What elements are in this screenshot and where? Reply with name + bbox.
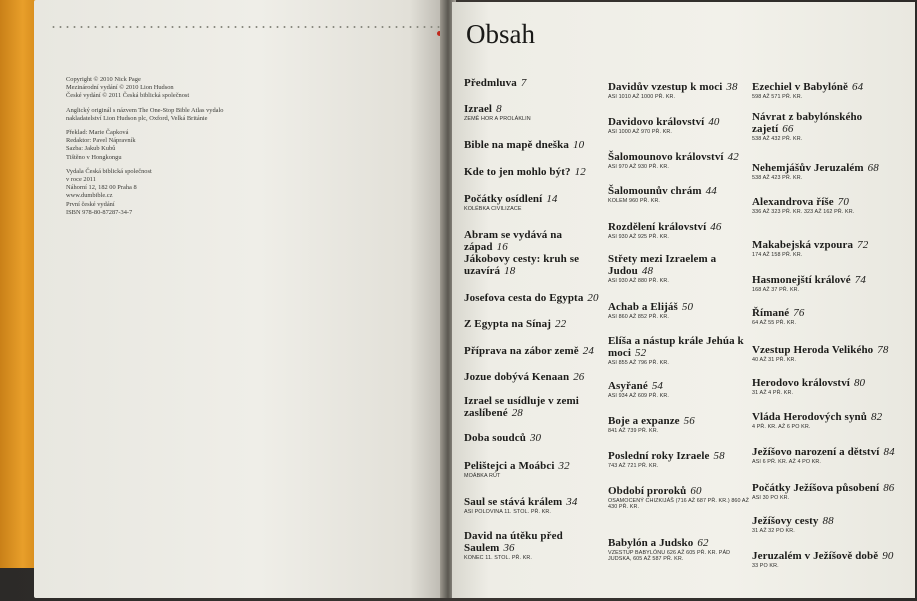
toc-entry-page-number: 20 [587,292,599,304]
toc-entry-title-text: Alexandrova říše [752,196,834,208]
toc-entry-page-number: 54 [651,380,664,392]
toc-entry-title-text: Abram se vydává na západ [464,229,563,253]
toc-entry [464,139,604,151]
toc-entry-title-text: Jeruzalém v Ježíšově době [752,550,879,562]
toc-entry-page-number: 10 [573,139,585,151]
toc-entry-page-number: 50 [681,301,694,313]
toc-entry-title [608,151,750,163]
toc-entry-title [752,162,902,174]
toc-entry-title-text: Elíša a nástup krále Jehúa k moci [608,335,744,359]
toc-entry-title-text: Asyřané [608,380,648,392]
toc-entry-subtitle: VZESTUP BABYLÓNU 626 AŽ 605 PŘ. KR. PÁD JUDSKA, 605 AŽ 587 PŘ. KR. [608,550,731,563]
toc-entry-page-number: 76 [793,307,805,319]
toc-entry-title [464,530,604,554]
toc-entry-title-text: Poslední roky Izraele [608,450,710,462]
toc-entry-title [752,550,902,562]
toc-entry [752,550,902,569]
toc-entry-page-number: 64 [852,81,864,93]
toc-entry-subtitle: KOLÉBKA CIVILIZACE [464,206,522,212]
toc-entry-subtitle: 538 AŽ 432 PŘ. KR. [752,136,803,142]
toc-entry-title [464,496,604,508]
toc-entry [608,221,750,240]
imprint-line: www.dumbible.cz [66,192,113,200]
toc-entry-title [464,395,604,419]
toc-entry-page-number: 88 [822,515,834,527]
toc-entry-title [464,292,604,304]
toc-entry-title-text: Návrat z babylónského zajetí [752,111,863,135]
toc-entry-page-number: 84 [883,446,895,458]
toc-entry-subtitle: MOÁBKA RÚT [464,473,501,479]
imprint-line: Redaktor: Pavel Nápravník [66,137,136,145]
toc-entry-title [608,380,750,392]
toc-entry-subtitle: ASI 930 AŽ 925 PŘ. KR. [608,234,669,240]
toc-entry [752,196,902,215]
toc-entry-title [752,196,902,208]
toc-entry-page-number: 40 [708,116,720,128]
toc-entry-subtitle: OSAMOCENÝ CHIZKIJÁŠ (716 AŽ 687 PŘ. KR.) 860 AŽ 430 PŘ. KR. [608,498,750,511]
toc-entry [608,537,750,563]
toc-entry-title-text: Saul se stává králem [464,496,563,508]
toc-entry [608,253,750,284]
toc-entry-title [752,515,902,527]
toc-entry-title [752,411,902,423]
imprint-group [66,129,396,162]
toc-entry-title-text: Římané [752,307,790,319]
toc-entry [608,81,750,100]
toc-entry-subtitle: 168 AŽ 37 PŘ. KR. [752,287,800,293]
toc-entry-page-number: 7 [520,77,527,89]
toc-entry-title [752,239,902,251]
imprint-line: Anglický originál s názvem The One-Stop Bible Atlas vydalo [66,106,224,114]
toc-entry [464,530,604,561]
toc-entry-title [752,81,902,93]
toc-entry-page-number: 56 [683,415,695,427]
toc-entry-title-text: Střety mezi Izraelem a Judou [608,253,717,277]
dotted-rule [50,26,440,28]
toc-entry-subtitle: 538 AŽ 423 PŘ. KR. [752,175,803,181]
toc-entry [752,111,902,142]
toc-entry-title [752,482,902,494]
toc-entry [464,371,604,383]
imprint-line: Copyright © 2010 Nick Page [66,76,141,83]
toc-entry-title [464,432,604,444]
toc-entry-page-number: 42 [727,151,739,163]
toc-entry-title-text: Achab a Elijáš [608,301,678,313]
toc-entry [464,318,604,330]
toc-entry-subtitle: ZEMĚ HOR A PROLÁKLIN [464,116,531,122]
toc-entry [464,395,604,419]
toc-entry [464,496,604,515]
imprint-group [66,168,396,217]
toc-entry-subtitle: ASI 855 AŽ 796 PŘ. KR. [608,360,669,366]
imprint-line: České vydání © 2011 Česká biblická společnost [66,92,190,100]
toc-entry-title-text: Bible na mapě dneška [464,139,569,151]
toc-entry-subtitle: 40 AŽ 31 PŘ. KR. [752,357,797,363]
toc-entry [608,335,750,366]
book-cover-edge [0,0,38,568]
toc-entry-subtitle: 598 AŽ 571 PŘ. KR. [752,94,803,100]
toc-entry-title [608,116,750,128]
toc-entry-subtitle: KONEC 11. STOL. PŘ. KR. [464,555,533,561]
toc-entry-subtitle: 4 PŘ. KR. AŽ 6 PO KR. [752,424,811,430]
toc-entry-title [608,450,750,462]
toc-entry-title-text: Ježíšovy cesty [752,515,819,527]
toc-entry-subtitle: 743 AŽ 721 PŘ. KR. [608,463,659,469]
toc-entry [608,151,750,170]
toc-entry-title [608,221,750,233]
toc-entry [464,432,604,444]
toc-entry-subtitle: 31 AŽ 4 PŘ. KR. [752,390,794,396]
toc-entry-title [464,229,604,253]
toc-entry [752,81,902,100]
toc-entry-title-text: Hasmonejští králové [752,274,851,286]
toc-entry-page-number: 34 [566,496,578,508]
toc-entry-subtitle: ASI 1010 AŽ 1000 PŘ. KR. [608,94,676,100]
toc-entry-page-number: 62 [697,537,709,549]
imprint-line: Mezinárodní vydání © 2010 Lion Hudson [66,84,174,92]
toc-entry-page-number: 86 [883,482,895,494]
toc-entry [752,239,902,258]
toc-entry-page-number: 18 [504,265,516,277]
toc-entry-title-text: Boje a expanze [608,415,680,427]
toc-entry-page-number: 58 [713,450,725,462]
imprint-line: První české vydání [66,200,115,208]
toc-entry-page-number: 24 [582,345,594,357]
toc-entry [608,380,750,399]
toc-entry [608,450,750,469]
toc-entry-title-text: Počátky osídlení [464,193,543,205]
toc-entry-title [752,307,902,319]
imprint-line: Náhorní 12, 182 00 Praha 8 [66,184,137,192]
toc-entry-title-text: Období proroků [608,485,687,497]
toc-entry-page-number: 46 [710,221,722,233]
toc-entry [464,77,604,89]
toc-entry [752,344,902,363]
toc-entry-title-text: Kde to jen mohlo být? [464,166,571,178]
toc-entry-page-number: 12 [574,166,586,178]
toc-entry-title-text: Jozue dobývá Kenaan [464,371,570,383]
toc-entry-subtitle: 33 PO KR. [752,563,779,569]
toc-entry-subtitle: ASI 6 PŘ. KR. AŽ 4 PO KR. [752,459,822,465]
toc-entry [464,292,604,304]
toc-entry-subtitle: ASI 860 AŽ 852 PŘ. KR. [608,314,669,320]
toc-entry-subtitle: ASI 934 AŽ 609 PŘ. KR. [608,393,669,399]
toc-entry-page-number: 68 [867,162,879,174]
toc-entry-page-number: 82 [870,411,883,423]
toc-entry-title-text: Jákobovy cesty: kruh se uzavírá [464,253,580,277]
toc-entry [752,411,902,430]
imprint-line: ISBN 978-80-87287-34-7 [66,208,133,216]
imprint-line: Překlad: Marie Čapková [66,129,129,137]
toc-entry-page-number: 60 [690,485,702,497]
imprint-line: Tištěno v Hongkongu [66,153,122,161]
toc-entry-page-number: 36 [503,542,515,554]
toc-entry-title [608,335,750,359]
toc-entry-title-text: David na útěku před Saulem [464,530,563,554]
toc-entry-title [752,344,902,356]
toc-entry [464,345,604,357]
toc-entry-title [608,485,750,497]
toc-entry-title [608,301,750,313]
toc-entry-subtitle: ASI 930 AŽ 880 PŘ. KR. [608,278,669,284]
toc-entry-page-number: 32 [558,460,570,472]
toc-entry [608,301,750,320]
toc-entry-subtitle: ASI 1000 AŽ 970 PŘ. KR. [608,129,673,135]
toc-entry-page-number: 30 [529,432,542,444]
toc-entry-title [464,460,604,472]
toc-entry-title [752,377,902,389]
toc-entry [464,193,604,212]
toc-entry-title [608,81,750,93]
toc-entry-title-text: Babylón a Judsko [608,537,694,549]
toc-entry [464,460,604,479]
toc-entry-page-number: 22 [554,318,567,330]
toc-entry-page-number: 14 [546,193,558,205]
toc-entry-title-text: Makabejská vzpoura [752,239,854,251]
toc-entry-page-number: 78 [877,344,889,356]
toc-entry [752,446,902,465]
toc-entry-title [464,371,604,383]
toc-entry-title-text: Příprava na zábor země [464,345,579,357]
toc-entry-title-text: Izrael [464,103,493,115]
toc-entry-subtitle: 31 AŽ 32 PO KR. [752,528,795,534]
toc-entry [464,229,604,253]
toc-title: Obsah [466,19,535,49]
toc-entry-page-number: 8 [496,103,502,115]
toc-entry-title-text: Nehemjášův Jeruzalém [752,162,864,174]
copyright-imprint [66,76,396,223]
toc-entry-page-number: 48 [641,265,654,277]
toc-entry-page-number: 90 [882,550,894,562]
toc-entry-subtitle: 174 AŽ 158 PŘ. KR. [752,252,803,258]
toc-entry-subtitle: ASI POLOVINA 11. STOL. PŘ. KR. [464,509,551,515]
toc-entry [752,307,902,326]
toc-entry-title-text: Herodovo království [752,377,850,389]
imprint-line: Vydala Česká biblická společnost [66,167,152,175]
toc-entry [752,162,902,181]
toc-entry-page-number: 16 [496,241,508,253]
toc-entry-title-text: Pelištejci a Moábci [464,460,555,472]
toc-entry-title [464,345,604,357]
toc-entry [608,116,750,135]
toc-entry [752,515,902,534]
toc-entry [464,103,604,122]
toc-entry-subtitle: ASI 30 PO KR. [752,495,790,501]
toc-entry-title [464,318,604,330]
toc-entry-title [752,111,902,135]
toc-entry-title-text: Z Egypta na Sínaj [464,318,551,330]
toc-entry [752,274,902,293]
toc-entry [608,485,750,511]
toc-entry-title [464,193,604,205]
toc-entry-title [464,166,604,178]
toc-entry [752,377,902,396]
toc-entry-title-text: Vláda Herodových synů [752,411,867,423]
toc-entry-title [464,77,604,89]
toc-entry-title [608,537,750,549]
toc-entry-title-text: Ježíšovo narození a dětství [752,446,880,458]
toc-entry-title [464,139,604,151]
toc-entry-page-number: 74 [854,274,866,286]
toc-entry-title-text: Davidovo království [608,116,705,128]
toc-entry [608,415,750,434]
toc-entry [608,185,750,204]
toc-entry-subtitle: ASI 970 AŽ 930 PŘ. KR. [608,164,669,170]
toc-entry-title [752,446,902,458]
toc-entry-page-number: 72 [857,239,869,251]
toc-entry-title-text: Davidův vzestup k moci [608,81,723,93]
toc-entry-title-text: Počátky Ježíšova působení [752,482,880,494]
toc-entry-subtitle: KOLEM 960 PŘ. KR. [608,198,661,204]
imprint-line: v roce 2011 [66,176,96,184]
toc-entry-title [608,253,750,277]
toc-entry-subtitle: 336 AŽ 323 PŘ. KR. 323 AŽ 162 PŘ. KR. [752,209,855,215]
imprint-line: Sazba: Jakub Kubů [66,145,116,153]
imprint-group [66,76,396,101]
toc-entry-page-number: 52 [635,347,647,359]
imprint-group [66,107,396,123]
toc-entry [464,253,604,277]
toc-entry-title-text: Šalomounovo království [608,151,724,163]
toc-entry-page-number: 38 [726,81,738,93]
toc-entry-title [752,274,902,286]
toc-entry [464,166,604,178]
toc-entry-page-number: 28 [511,407,523,419]
toc-entry-title-text: Josefova cesta do Egypta [464,292,584,304]
toc-entry-title [608,185,750,197]
toc-entry [752,482,902,501]
toc-entry-page-number: 26 [573,371,585,383]
imprint-line: nakladatelství Lion Hudson plc, Oxford, Velká Británie [66,114,208,122]
toc-entry-page-number: 80 [853,377,866,389]
toc-entry-title [464,253,604,277]
toc-entry-page-number: 66 [782,123,794,135]
toc-entry-title-text: Ezechiel v Babylóně [752,81,849,93]
toc-entry-title-text: Doba soudců [464,432,526,444]
toc-entry-title-text: Šalomounův chrám [608,185,702,197]
toc-entry-title [464,103,604,115]
toc-entry-page-number: 44 [705,185,717,197]
toc-entry-title-text: Vzestup Heroda Velikého [752,344,874,356]
toc-entry-page-number: 70 [837,196,849,208]
toc-entry-title-text: Předmluva [464,77,517,89]
toc-entry-subtitle: 64 AŽ 55 PŘ. KR. [752,320,797,326]
toc-entry-title-text: Izrael se usídluje v zemi zaslíbené [464,395,579,419]
toc-entry-title-text: Rozdělení království [608,221,707,233]
toc-entry-subtitle: 841 AŽ 739 PŘ. KR. [608,428,659,434]
toc-entry-title [608,415,750,427]
